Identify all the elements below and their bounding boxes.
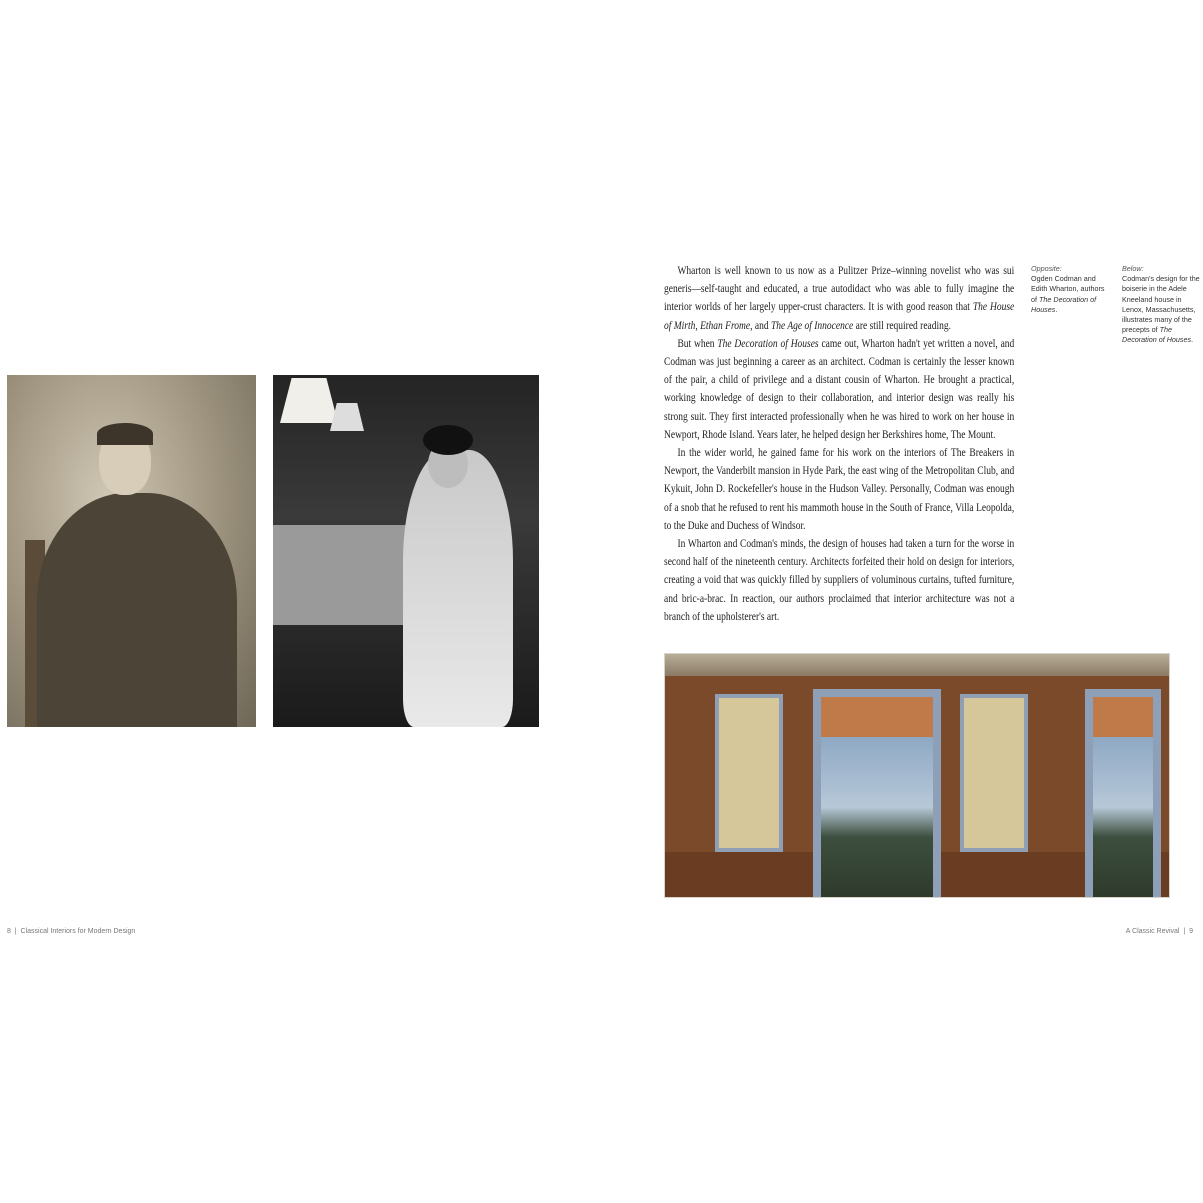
running-title-right: A Classic Revival	[1125, 928, 1180, 935]
book-title: The House of Mirth	[664, 301, 1015, 332]
caption-text: .	[1055, 304, 1058, 314]
book-title: Ethan Frome	[700, 319, 751, 332]
running-title-left: Classical Interiors for Modern Design	[20, 928, 136, 935]
paragraph-4: In Wharton and Codman's minds, the design of houses had taken a turn for the worse in second half of the nineteenth century. Architects forfeited their hold on design for interiors, creating a void that was quickly filled by suppliers of voluminous curtains, tufted furniture, and bric-a-brac. In reaction, our authors proclaimed that interior architecture was not a branch of the upholsterer's art.	[664, 538, 1015, 623]
text: , and	[750, 319, 771, 332]
text: came out, Wharton hadn't yet written a novel, and Codman was just beginning a career as an architect. Codman is certainly the lesser known of the pair, a child of privilege and a distant cousin of Wharton. He brought a practical, working knowledge of design to their collaboration, and interior design was really his strong suit. They first interacted professionally when he was hired to work on her house in Newport, Rhode Island. Years later, he helped design her Berkshires home, The Mount.	[664, 337, 1015, 441]
caption-text: Ogden Codman and Edith Wharton, authors of	[1031, 274, 1105, 304]
book-title: The Decoration of Houses	[1122, 325, 1192, 345]
right-footer: A Classic Revival | 9	[1125, 928, 1193, 935]
photo-edith-wharton-at-desk	[273, 375, 539, 727]
caption-text: .	[1191, 335, 1194, 345]
caption-opposite	[1031, 264, 1109, 315]
text: are still required reading.	[853, 319, 952, 332]
paragraph-3: In the wider world, he gained fame for his work on the interiors of The Breakers in Newport, the Vanderbilt mansion in Hyde Park, the east wing of the Metropolitan Club, and Kykuit, John D. Rockefeller's house in the Hudson Valley. Personally, Codman was enough of a snob that he refused to rent his mammoth house in the South of France, Villa Leopolda, to the Duke and Duchess of Windsor.	[664, 447, 1015, 532]
text: Wharton is well known to us now as a Pulitzer Prize–winning novelist who was sui generis—self-taught and educated, a true autodidact who was able to fully imagine the interior worlds of her largely upper-crust characters. It is with good reason that	[664, 265, 1015, 314]
text: But when	[677, 337, 718, 350]
caption-label: Opposite:	[1031, 264, 1062, 273]
body-text	[664, 262, 1014, 626]
book-title: The Decoration of Houses	[1031, 294, 1097, 314]
paragraph-2	[664, 335, 1014, 444]
caption-label: Below:	[1122, 264, 1144, 273]
caption-text: Codman's design for the boiserie in the Adele Kneeland house in Lenox, Massachusetts, illustrates many of the precepts of	[1122, 274, 1200, 335]
caption-below	[1122, 264, 1200, 346]
portrait-photo-ogden-codman	[7, 375, 256, 727]
book-title: The Age of Innocence	[770, 319, 854, 332]
boiserie-design-painting	[664, 653, 1170, 898]
left-footer: 8 | Classical Interiors for Modern Design	[7, 928, 136, 935]
book-title: The Decoration of Houses	[717, 337, 819, 350]
page-number-left: 8	[7, 928, 11, 935]
page-number-right: 9	[1189, 928, 1193, 935]
paragraph-1	[664, 262, 1014, 335]
text: ,	[695, 319, 701, 332]
